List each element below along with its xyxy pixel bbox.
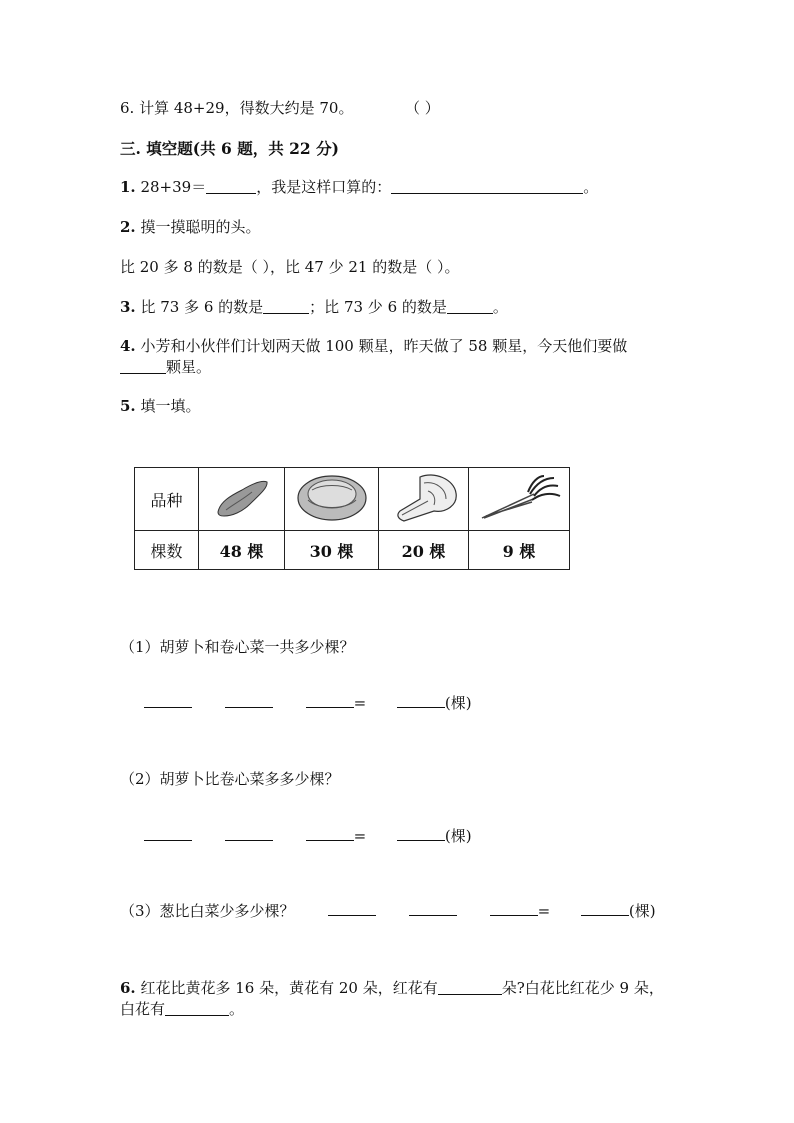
fill-question-2-line2: 比 20 多 8 的数是（ ），比 47 少 21 的数是（ ）。 [120,258,460,276]
bok-choy-icon [379,468,469,531]
cabbage-count: 30 棵 [285,531,379,570]
answer-blank[interactable] [120,357,166,374]
equation-row-1: = (棵) [144,692,472,713]
answer-blank[interactable] [397,825,445,841]
answer-blank[interactable] [225,692,273,708]
fill-question-6-line2: 白花有 。 [120,1000,245,1018]
sub-question-2: （2）胡萝卜比卷心菜多多少棵？ [120,770,340,788]
answer-blank[interactable] [447,297,493,314]
answer-blank[interactable] [581,900,629,916]
answer-blank[interactable] [144,692,192,708]
fill-question-6: 6. 红花比黄花多 16 朵，黄花有 20 朵，红花有 朵?白花比红花少 9 朵， [120,979,664,997]
answer-blank[interactable] [206,177,256,194]
answer-blank[interactable] [306,825,354,841]
fill-question-4: 4. 小芳和小伙伴们计划两天做 100 颗星，昨天做了 58 颗星，今天他们要做 [120,337,628,355]
answer-blank[interactable] [263,297,309,314]
carrot-icon [199,468,285,531]
answer-blank[interactable] [225,825,273,841]
answer-blank[interactable] [438,978,502,995]
sub-question-1: （1）胡萝卜和卷心菜一共多少棵？ [120,638,355,656]
scallion-icon [469,468,570,531]
section-title: 三. 填空题(共 6 题，共 22 分) [120,139,339,158]
equation-row-2: = (棵) [144,825,472,846]
header-label: 品种 [135,468,199,531]
answer-blank[interactable] [328,900,376,916]
answer-blank[interactable] [165,999,229,1016]
fill-question-4-line2: 颗星。 [120,356,211,377]
cabbage-icon [285,468,379,531]
judge-question-6: 6. 计算 48+29，得数大约是 70。 [120,99,354,117]
equation-row-3: = (棵) [328,900,656,921]
fill-question-1: 1. 28+39＝ ，我是这样口算的： 。 [120,178,599,196]
answer-blank[interactable] [306,692,354,708]
answer-blank[interactable] [409,900,457,916]
scallion-count: 9 棵 [469,531,570,570]
answer-blank[interactable] [490,900,538,916]
answer-paren[interactable]: （ ） [405,99,440,117]
answer-blank[interactable] [144,825,192,841]
fill-question-3: 3. 比 73 多 6 的数是 ；比 73 少 6 的数是 。 [120,298,508,316]
answer-blank[interactable] [397,692,445,708]
carrot-count: 48 棵 [199,531,285,570]
fill-question-5: 5. 填一填。 [120,397,201,415]
fill-question-2: 2. 摸一摸聪明的头。 [120,218,261,236]
method-blank[interactable] [391,177,583,194]
bok-choy-count: 20 棵 [379,531,469,570]
sub-question-3: （3）葱比白菜少多少棵？ [120,902,295,920]
count-label: 棵数 [135,531,199,570]
vegetable-table [134,467,570,570]
